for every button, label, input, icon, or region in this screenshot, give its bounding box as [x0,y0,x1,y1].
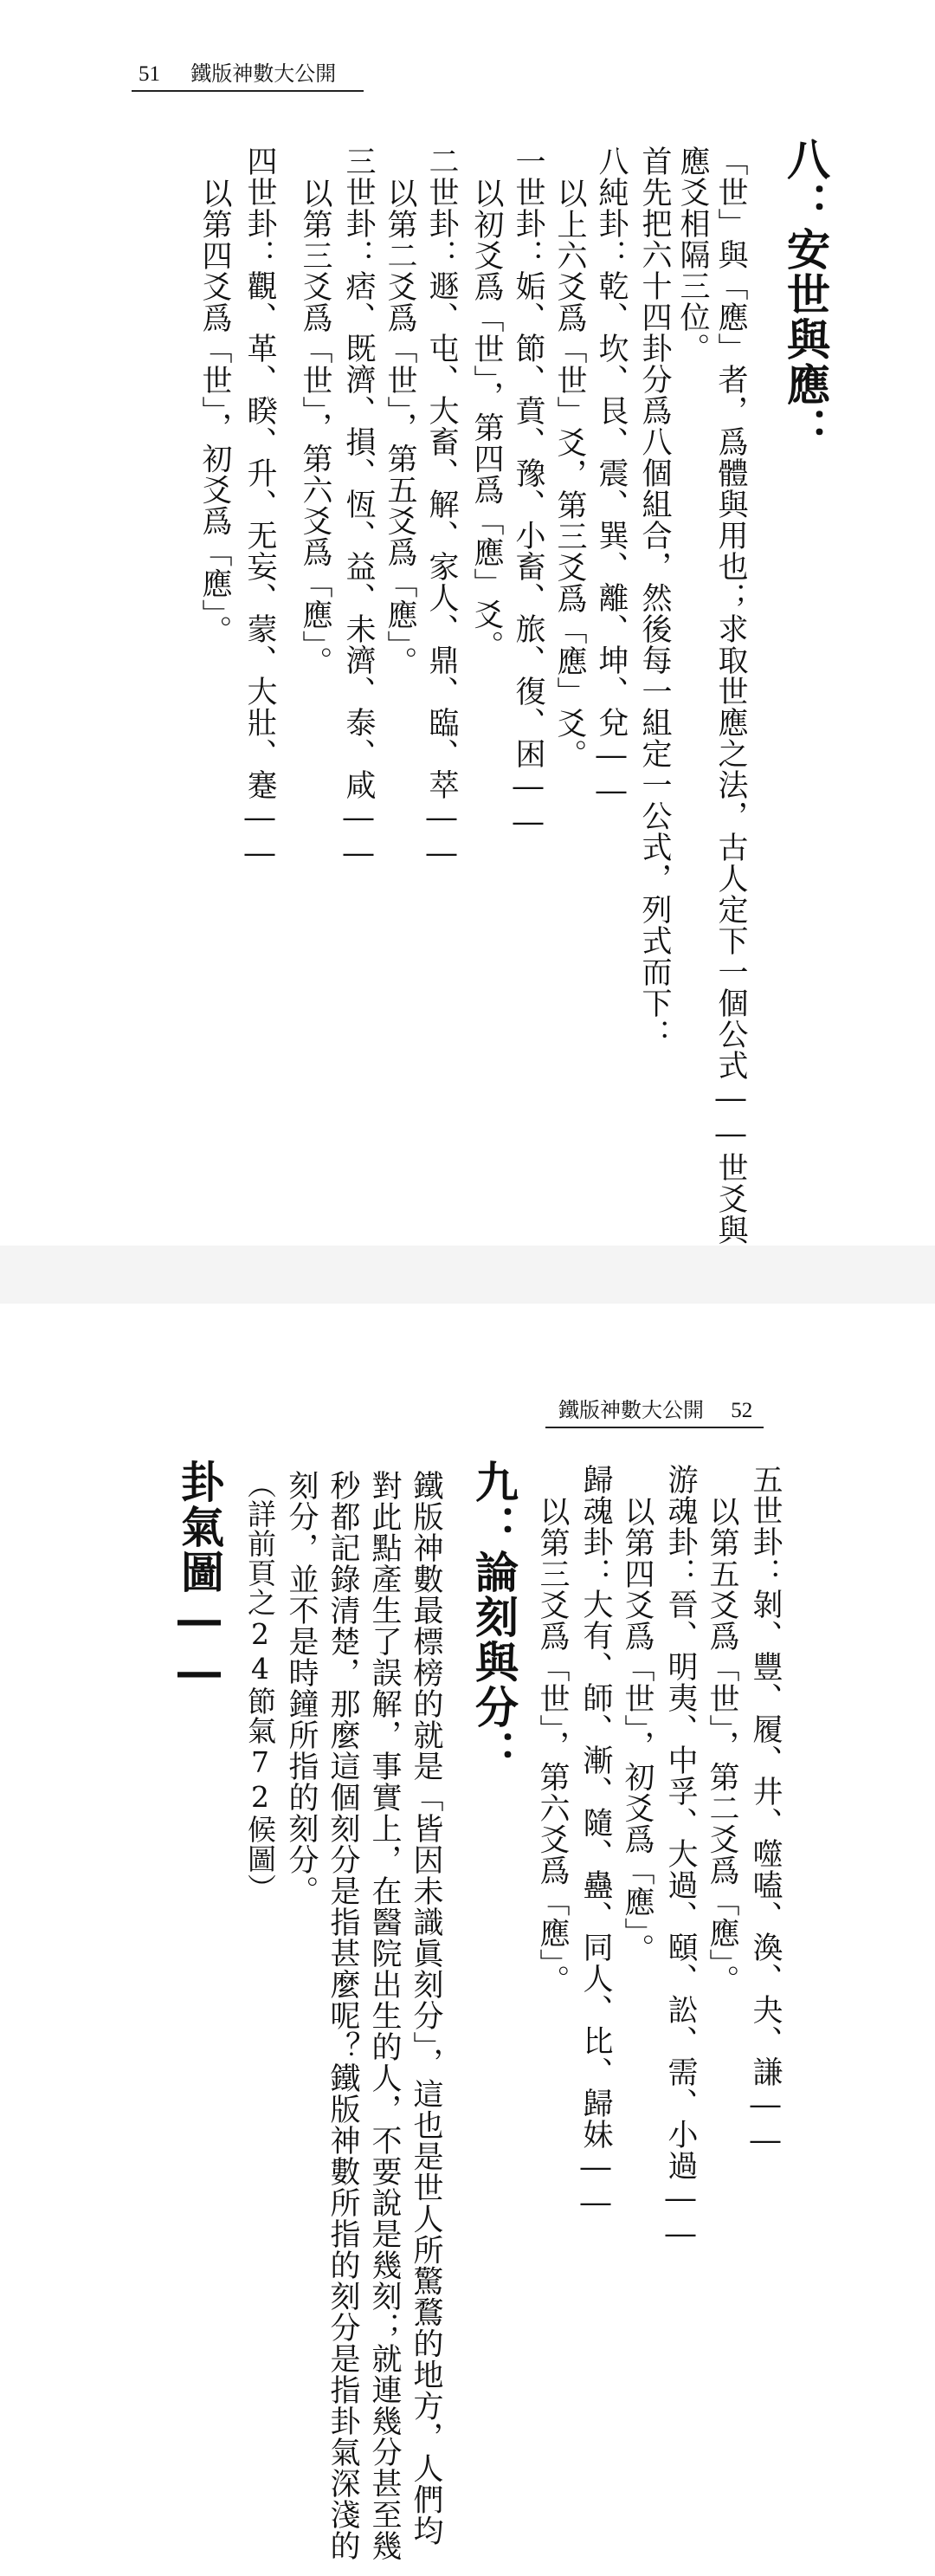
page-52 [0,1304,935,2576]
page-number: 52 [731,1399,753,1422]
text-column: 以第三爻爲「世」，第六爻爲「應」。 [535,1496,570,1996]
page-gap [0,1246,935,1304]
figure-title: 卦氣圖―― [174,1460,224,1699]
text-column: 首先把六十四卦分爲八個組合，然後每一組定一公式，列式而下： [637,146,672,1050]
text-column: 四世卦：觀、革、睽、升、无妄、蒙、大壯、蹇―― [242,146,277,871]
text-column: 以第五爻爲「世」，第二爻爲「應」。 [705,1496,739,1996]
text-column: 秒都記錄清楚，那麼這個刻分是指甚麼呢？鐵版神數所指的刻分是指卦氣深淺的 [326,1470,360,2561]
text-column: 五世卦：剝、豐、履、井、噬嗑、渙、夬、謙―― [748,1464,783,2159]
page-header [558,1397,752,1424]
text-column: 以上六爻爲「世」爻，第三爻爲「應」爻。 [552,178,587,770]
book-title: 鐵版神數大公開 [190,61,337,86]
page-number: 51 [139,62,160,86]
section-title: 八：安世與應： [780,137,830,452]
text-column: （詳前頁之24節氣72候圖） [243,1470,277,1903]
section-title: 九：論刻與分： [468,1460,519,1775]
text-column: 鐵版神數最標榜的就是「皆因未識眞刻分」，這也是世人所驚鶩的地方，人們均 [409,1470,443,2547]
text-column: 二世卦：遯、屯、大畜、解、家人、鼎、臨、萃―― [424,146,459,871]
text-column: 以第二爻爲「世」，第五爻爲「應」。 [383,178,417,677]
text-column: 以第三爻爲「世」，第六爻爲「應」。 [298,178,332,677]
text-column: 八純卦：乾、坎、艮、震、巽、離、坤、兌―― [594,146,629,809]
text-column: 「世」與「應」者，爲體與用也；求取世應之法，古人定下一個公式――世爻與 [713,146,748,1246]
text-column: 以第四爻爲「世」，初爻爲「應」。 [197,178,232,646]
text-column: 一世卦：姤、節、賁、豫、小畜、旅、復、困―― [511,146,545,840]
text-column: 三世卦：痞、既濟、損、恆、益、未濟、泰、咸―― [341,146,376,871]
book-title: 鐵版神數大公開 [558,1398,704,1422]
text-column: 歸魂卦：大有、師、漸、隨、蠱、同人、比、歸妹―― [578,1464,613,2221]
text-column: 以第四爻爲「世」，初爻爲「應」。 [620,1496,654,1964]
page-51 [0,0,935,1246]
header-rule [545,1427,764,1428]
text-column: 刻分，並不是時鐘所指的刻分。 [284,1470,319,1906]
page-header [139,61,336,87]
text-column: 以初爻爲「世」，第四爲「應」爻。 [469,178,504,662]
header-rule [132,90,364,92]
text-column: 對此點產生了誤解，事實上，在醫院出生的人，不要說是幾刻；就連幾分甚至幾 [367,1470,402,2561]
text-column: 游魂卦：晉、明夷、中孚、大過、頤、訟、需、小過―― [663,1464,698,2252]
text-column: 應爻相隔三位。 [675,146,710,364]
